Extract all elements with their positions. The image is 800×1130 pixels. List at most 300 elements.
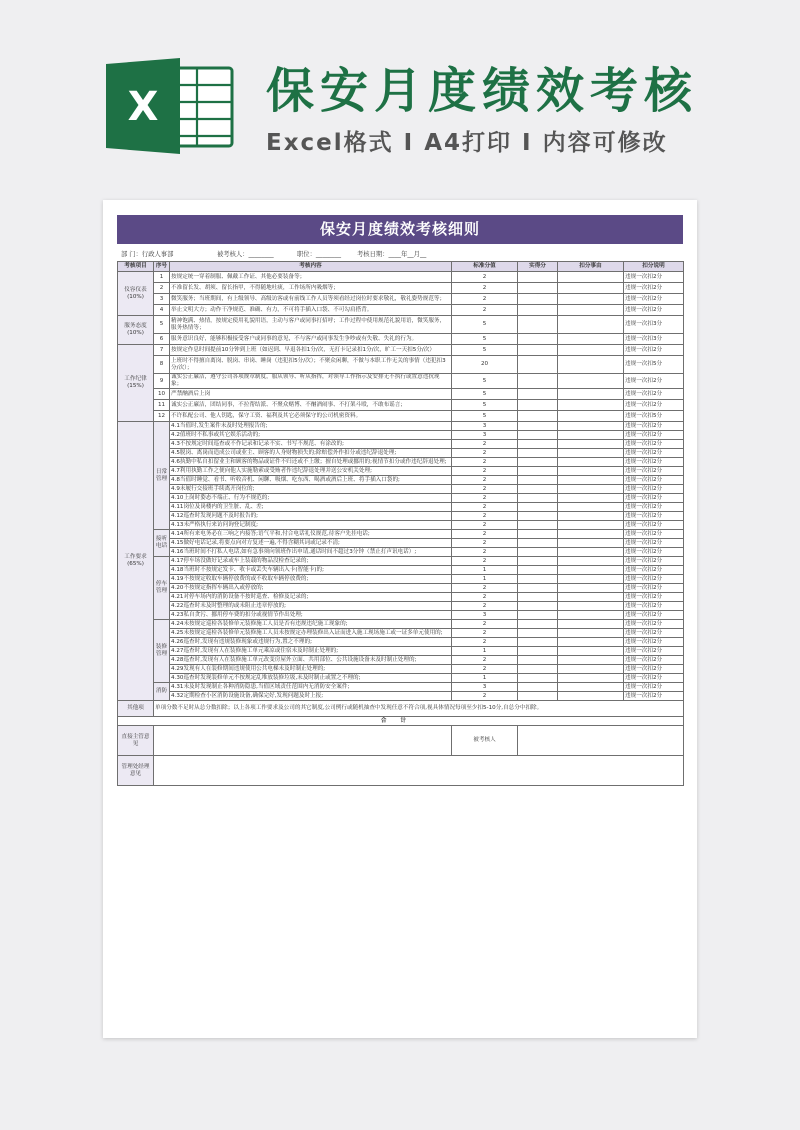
row-standard-score: 5 <box>452 400 518 411</box>
row-deduct-note: 违规一次扣2分 <box>624 584 684 593</box>
meta-row <box>117 247 683 259</box>
row-deduct-note: 违规一次扣2分 <box>624 503 684 512</box>
table-row <box>118 557 684 566</box>
row-standard-score: 2 <box>452 656 518 665</box>
table-row <box>118 411 684 422</box>
table-row <box>118 566 684 575</box>
other-content: 单项分数不足时从总分数扣除；以上各项工作要求及公司的其它制度,公司例行或随机抽查中发现任意不符合项,视具体情况每项至少扣5-10分,自总分中扣除。 <box>154 701 684 717</box>
subgroup-cell: 接听 电话 <box>154 530 170 557</box>
direct-supervisor-opinion[interactable] <box>154 726 452 756</box>
col-header: 考核项目 <box>118 262 154 272</box>
row-actual-score[interactable] <box>518 422 558 431</box>
hero-title: 保安月度绩效考核 <box>266 63 699 119</box>
row-deduct-note: 违规一次扣3分 <box>624 334 684 345</box>
row-deduct-note: 违规一次扣2分 <box>624 692 684 701</box>
row-number: 12 <box>154 411 170 422</box>
direct-supervisor-label: 直接主管意见 <box>118 726 154 756</box>
row-standard-score: 2 <box>452 440 518 449</box>
row-standard-score: 2 <box>452 539 518 548</box>
row-content: 4.5脱岗、离岗而造成公司或业主、顾客的人身财物损失的;除赔偿外作扣分或违纪辞退处理; <box>170 449 452 458</box>
row-deduct-note: 违规一次扣2分 <box>624 638 684 647</box>
row-actual-score[interactable] <box>518 345 558 356</box>
row-deduct-reason[interactable] <box>558 334 624 345</box>
row-standard-score: 2 <box>452 530 518 539</box>
col-header: 考核内容 <box>170 262 452 272</box>
row-standard-score: 2 <box>452 512 518 521</box>
row-content: 4.9未履行交接班手续离开岗位的; <box>170 485 452 494</box>
row-actual-score[interactable] <box>518 629 558 638</box>
row-actual-score[interactable] <box>518 593 558 602</box>
row-content: 4.11岗位及岗楼内的卫生脏、乱、差; <box>170 503 452 512</box>
col-header: 扣分事由 <box>558 262 624 272</box>
row-actual-score[interactable] <box>518 665 558 674</box>
row-deduct-reason[interactable] <box>558 294 624 305</box>
row-deduct-reason[interactable] <box>558 530 624 539</box>
other-row <box>118 701 684 717</box>
row-content: 诚实公正廉洁，团结同事，不拉帮结派、不聚众赌博、不酗酒闹事、不打架斗殴，不敢布谣言； <box>170 400 452 411</box>
table-row <box>118 294 684 305</box>
row-deduct-reason[interactable] <box>558 575 624 584</box>
other-label: 其他项 <box>118 701 154 717</box>
col-header: 标准分值 <box>452 262 518 272</box>
row-content: 4.21对停车场内的消防设备不按时巡查、检修及记录的; <box>170 593 452 602</box>
row-deduct-note: 违规一次扣2分 <box>624 539 684 548</box>
row-actual-score[interactable] <box>518 575 558 584</box>
row-deduct-note: 违规一次扣2分 <box>624 674 684 683</box>
row-standard-score: 5 <box>452 374 518 389</box>
row-actual-score[interactable] <box>518 674 558 683</box>
row-deduct-reason[interactable] <box>558 521 624 530</box>
row-deduct-note: 违规一次扣2分 <box>624 485 684 494</box>
table-row <box>118 400 684 411</box>
table-row <box>118 512 684 521</box>
row-deduct-note: 违规一次扣2分 <box>624 575 684 584</box>
table-row <box>118 476 684 485</box>
row-deduct-note: 违规一次扣2分 <box>624 389 684 400</box>
row-actual-score[interactable] <box>518 467 558 476</box>
row-deduct-note: 违规一次扣5分 <box>624 411 684 422</box>
row-content: 4.22巡查时未及时整理的或未阻止违章停放的; <box>170 602 452 611</box>
row-actual-score[interactable] <box>518 683 558 692</box>
row-actual-score[interactable] <box>518 305 558 316</box>
table-row <box>118 431 684 440</box>
row-standard-score: 5 <box>452 389 518 400</box>
row-actual-score[interactable] <box>518 334 558 345</box>
row-standard-score: 2 <box>452 593 518 602</box>
row-deduct-reason[interactable] <box>558 476 624 485</box>
row-actual-score[interactable] <box>518 521 558 530</box>
table-row <box>118 584 684 593</box>
excel-icon-letter: X <box>127 84 159 130</box>
row-deduct-note: 违规一次扣2分 <box>624 620 684 629</box>
row-actual-score[interactable] <box>518 638 558 647</box>
row-deduct-note: 违规一次扣2分 <box>624 345 684 356</box>
table-row <box>118 692 684 701</box>
row-deduct-note: 违规一次扣2分 <box>624 400 684 411</box>
row-actual-score[interactable] <box>518 485 558 494</box>
row-deduct-note: 违规一次扣5分 <box>624 356 684 374</box>
admin-manager-row <box>118 756 684 786</box>
hero-banner <box>0 0 800 190</box>
table-row <box>118 593 684 602</box>
row-content: 上班时不得擅自离岗、脱岗、串岗、睡岗（违犯扣5分/次）；不聚众闲聊，不做与本职工作无关的事情（违犯扣3分/次）； <box>170 356 452 374</box>
row-deduct-reason[interactable] <box>558 683 624 692</box>
row-standard-score: 2 <box>452 521 518 530</box>
row-deduct-reason[interactable] <box>558 503 624 512</box>
table-row <box>118 467 684 476</box>
row-deduct-reason[interactable] <box>558 674 624 683</box>
row-deduct-note: 违规一次扣2分 <box>624 611 684 620</box>
table-row <box>118 334 684 345</box>
total-row <box>118 717 684 726</box>
reviewee-label: 被考核人 <box>452 726 518 756</box>
table-row <box>118 272 684 283</box>
row-content: 4.6执勤中私自扣留业主和顾客的物品或证件不归还或不上缴；擅自处理或挪用的;视情节扣分或作违纪辞退处理; <box>170 458 452 467</box>
table-row <box>118 283 684 294</box>
row-deduct-reason[interactable] <box>558 431 624 440</box>
category-cell: 服务态度 (10%) <box>118 316 154 345</box>
row-actual-score[interactable] <box>518 476 558 485</box>
row-standard-score: 2 <box>452 548 518 557</box>
row-content: 4.19不按规定收取车辆停放费的或不收取车辆停放费的; <box>170 575 452 584</box>
row-content: 精神饱满、热情，按规定使用礼貌用语，主动与客户或同事打招呼；工作过程中使用规范礼貌用语，微笑服务，服务热情等； <box>170 316 452 334</box>
row-content: 4.27巡查时,发现有人在装修施工单元乘凉或住宿未及时制止处理的; <box>170 647 452 656</box>
row-standard-score: 1 <box>452 566 518 575</box>
row-actual-score[interactable] <box>518 272 558 283</box>
row-standard-score: 2 <box>452 449 518 458</box>
row-standard-score: 5 <box>452 411 518 422</box>
row-actual-score[interactable] <box>518 557 558 566</box>
row-deduct-reason[interactable] <box>558 440 624 449</box>
admin-manager-label: 管理处经理意见 <box>118 756 154 786</box>
row-actual-score[interactable] <box>518 584 558 593</box>
row-actual-score[interactable] <box>518 411 558 422</box>
reviewee-signature[interactable] <box>518 726 684 756</box>
table-row <box>118 647 684 656</box>
table-row <box>118 674 684 683</box>
table-row <box>118 656 684 665</box>
row-deduct-note: 违规一次扣2分 <box>624 272 684 283</box>
row-deduct-note: 违规一次扣2分 <box>624 458 684 467</box>
row-content: 4.8当值时睡觉、看书、听收音机、闲聊、吸烟、吃东西、喝酒或酒后上班、将手插入口袋的; <box>170 476 452 485</box>
table-row <box>118 440 684 449</box>
row-content: 4.17停车场没做好记录或车上装载的物品没检查记录的; <box>170 557 452 566</box>
header-row <box>118 262 684 272</box>
table-row <box>118 611 684 620</box>
col-header: 实得分 <box>518 262 558 272</box>
row-deduct-note: 违规一次扣2分 <box>624 374 684 389</box>
table-row <box>118 521 684 530</box>
hero-subtitle: Excel格式 I A4打印 I 内容可修改 <box>266 130 668 156</box>
row-standard-score: 2 <box>452 305 518 316</box>
col-header: 序号 <box>154 262 170 272</box>
row-content: 服务意识良好，能够积极接受客户或同事的意见，不与客户或同事发生争吵或有失敬、失礼的行为。 <box>170 334 452 345</box>
row-deduct-reason[interactable] <box>558 638 624 647</box>
row-content: 按规定统一穿着制服、佩戴工作证、其他必要装备等； <box>170 272 452 283</box>
row-content: 4.3不按规定时间巡查或不作记录和记录不实、书写不规范、有涂改的; <box>170 440 452 449</box>
table-body <box>118 272 684 701</box>
row-standard-score: 2 <box>452 294 518 305</box>
row-standard-score: 2 <box>452 458 518 467</box>
table-row <box>118 422 684 431</box>
row-content: 举止文明大方；动作干净规范、准确、有力，不可将手插入口袋、不可勾肩搭背。 <box>170 305 452 316</box>
meta-examinee: 被考核人：________ <box>217 251 274 258</box>
row-deduct-reason[interactable] <box>558 584 624 593</box>
row-deduct-note: 违规一次扣2分 <box>624 467 684 476</box>
row-deduct-note: 违规一次扣2分 <box>624 283 684 294</box>
row-deduct-note: 违规一次扣2分 <box>624 512 684 521</box>
row-actual-score[interactable] <box>518 539 558 548</box>
row-standard-score: 2 <box>452 629 518 638</box>
row-actual-score[interactable] <box>518 440 558 449</box>
row-deduct-reason[interactable] <box>558 539 624 548</box>
row-standard-score: 3 <box>452 422 518 431</box>
row-deduct-reason[interactable] <box>558 485 624 494</box>
row-actual-score[interactable] <box>518 356 558 374</box>
row-standard-score: 2 <box>452 584 518 593</box>
row-content: 严禁酗酒后上岗 <box>170 389 452 400</box>
row-content: 微笑服务；当班期间，有上级领导、高级访客或有前线工作人员等须看经过岗位时要求敬礼，敬礼姿势规范等； <box>170 294 452 305</box>
row-actual-score[interactable] <box>518 647 558 656</box>
row-content: 4.25未按规定巡检各装修单元装修施工人员未按规定办理装修出入证而进入施工现场施工或一证多单元使用的; <box>170 629 452 638</box>
row-content: 按规定作息时间提前10分钟到上班（如迟到、早退各扣1分/次，无打卡记录扣1分/次，旷工一天扣5分/次） <box>170 345 452 356</box>
row-content: 4.26巡查时,发现有违规装修现象或违规行为,置之不理的; <box>170 638 452 647</box>
row-deduct-reason[interactable] <box>558 449 624 458</box>
meta-date: 考核日期：____年__月__ <box>357 251 427 258</box>
table-head <box>118 262 684 272</box>
row-standard-score: 2 <box>452 272 518 283</box>
table-row <box>118 458 684 467</box>
row-number: 7 <box>154 345 170 356</box>
row-deduct-note: 违规一次扣2分 <box>624 521 684 530</box>
row-actual-score[interactable] <box>518 692 558 701</box>
row-deduct-reason[interactable] <box>558 316 624 334</box>
row-actual-score[interactable] <box>518 458 558 467</box>
row-deduct-reason[interactable] <box>558 345 624 356</box>
table-footer <box>118 701 684 786</box>
row-deduct-note: 违规一次扣2分 <box>624 440 684 449</box>
row-standard-score: 5 <box>452 345 518 356</box>
row-deduct-reason[interactable] <box>558 374 624 389</box>
row-number: 9 <box>154 374 170 389</box>
row-deduct-reason[interactable] <box>558 305 624 316</box>
row-content: 4.2值班时不私事或其它娱乐活动的; <box>170 431 452 440</box>
table-row <box>118 356 684 374</box>
row-deduct-reason[interactable] <box>558 602 624 611</box>
row-deduct-note: 违规一次扣2分 <box>624 305 684 316</box>
subgroup-cell: 停车 管理 <box>154 557 170 620</box>
row-standard-score: 2 <box>452 467 518 476</box>
row-number: 8 <box>154 356 170 374</box>
row-number: 4 <box>154 305 170 316</box>
table-row <box>118 389 684 400</box>
row-number: 2 <box>154 283 170 294</box>
row-standard-score: 2 <box>452 602 518 611</box>
total-label: 合计 <box>118 717 684 726</box>
row-actual-score[interactable] <box>518 602 558 611</box>
row-deduct-reason[interactable] <box>558 458 624 467</box>
table-row <box>118 503 684 512</box>
row-content: 4.32定期检查小区消防设施设备,确保完好,发现问题及时上报; <box>170 692 452 701</box>
row-actual-score[interactable] <box>518 294 558 305</box>
row-deduct-reason[interactable] <box>558 411 624 422</box>
row-number: 11 <box>154 400 170 411</box>
row-standard-score: 3 <box>452 611 518 620</box>
table-row <box>118 494 684 503</box>
row-deduct-note: 违规一次扣2分 <box>624 557 684 566</box>
row-content: 4.12巡查时发现问题不及时报告的; <box>170 512 452 521</box>
row-deduct-note: 违规一次扣2分 <box>624 683 684 692</box>
row-deduct-reason[interactable] <box>558 611 624 620</box>
category-cell: 工作纪律 (15%) <box>118 345 154 422</box>
category-cell: 工作要求 (65%) <box>118 422 154 701</box>
row-deduct-note: 违规一次扣2分 <box>624 593 684 602</box>
row-content: 4.18当班时不按规定发卡、收卡或丢失车辆出入卡(智能卡)的; <box>170 566 452 575</box>
subgroup-cell: 消防 <box>154 683 170 701</box>
table-row <box>118 665 684 674</box>
row-standard-score: 2 <box>452 283 518 294</box>
row-deduct-reason[interactable] <box>558 647 624 656</box>
row-actual-score[interactable] <box>518 548 558 557</box>
row-deduct-note: 违规一次扣2分 <box>624 449 684 458</box>
row-standard-score: 1 <box>452 674 518 683</box>
row-deduct-reason[interactable] <box>558 400 624 411</box>
row-deduct-reason[interactable] <box>558 389 624 400</box>
row-number: 3 <box>154 294 170 305</box>
row-number: 1 <box>154 272 170 283</box>
row-deduct-reason[interactable] <box>558 629 624 638</box>
document-sheet <box>103 200 697 1038</box>
row-deduct-note: 违规一次扣2分 <box>624 602 684 611</box>
table-row <box>118 449 684 458</box>
row-deduct-note: 违规一次扣2分 <box>624 431 684 440</box>
table-row <box>118 629 684 638</box>
row-actual-score[interactable] <box>518 512 558 521</box>
row-actual-score[interactable] <box>518 494 558 503</box>
table-row <box>118 548 684 557</box>
row-deduct-reason[interactable] <box>558 656 624 665</box>
row-deduct-reason[interactable] <box>558 557 624 566</box>
row-standard-score: 2 <box>452 503 518 512</box>
row-deduct-note: 违规一次扣2分 <box>624 422 684 431</box>
row-actual-score[interactable] <box>518 374 558 389</box>
table-row <box>118 345 684 356</box>
row-standard-score: 1 <box>452 647 518 656</box>
row-standard-score: 5 <box>452 316 518 334</box>
row-deduct-reason[interactable] <box>558 467 624 476</box>
row-standard-score: 3 <box>452 431 518 440</box>
table-row <box>118 575 684 584</box>
row-standard-score: 2 <box>452 638 518 647</box>
row-deduct-reason[interactable] <box>558 566 624 575</box>
table-row <box>118 539 684 548</box>
table-row <box>118 620 684 629</box>
row-standard-score: 2 <box>452 665 518 674</box>
row-deduct-reason[interactable] <box>558 593 624 602</box>
row-deduct-reason[interactable] <box>558 272 624 283</box>
row-content: 4.30巡查时发现装修单元不按规定乱堆放装修垃圾,未及时制止或置之不理的; <box>170 674 452 683</box>
row-actual-score[interactable] <box>518 620 558 629</box>
row-actual-score[interactable] <box>518 389 558 400</box>
row-deduct-reason[interactable] <box>558 620 624 629</box>
row-content: 4.14所有来电务必在三响之内接答;语气平和,付合电话礼仪规范,待客户先挂电话; <box>170 530 452 539</box>
subgroup-cell: 日常 管理 <box>154 422 170 530</box>
row-standard-score: 2 <box>452 485 518 494</box>
row-standard-score: 2 <box>452 620 518 629</box>
row-deduct-reason[interactable] <box>558 356 624 374</box>
row-deduct-reason[interactable] <box>558 494 624 503</box>
row-deduct-reason[interactable] <box>558 512 624 521</box>
row-deduct-note: 违规一次扣3分 <box>624 316 684 334</box>
table-row <box>118 485 684 494</box>
row-deduct-note: 违规一次扣2分 <box>624 656 684 665</box>
row-actual-score[interactable] <box>518 431 558 440</box>
row-deduct-reason[interactable] <box>558 422 624 431</box>
row-content: 4.29发现有人在装修期间违规使用公共电梯未及时制止处理的; <box>170 665 452 674</box>
row-deduct-note: 违规一次扣2分 <box>624 548 684 557</box>
row-content: 4.16当班时间不打私人电话,如有急事须向领班作出申请,通话时间不超过3分钟（禁止打声讯电话）; <box>170 548 452 557</box>
row-deduct-note: 违规一次扣2分 <box>624 494 684 503</box>
table-row <box>118 316 684 334</box>
doc-title: 保安月度绩效考核细则 <box>117 215 683 244</box>
row-number: 6 <box>154 334 170 345</box>
row-content: 4.15做好电话记录,将要点向对方复述一遍,不得含糊其词或记录不清; <box>170 539 452 548</box>
row-actual-score[interactable] <box>518 316 558 334</box>
row-deduct-reason[interactable] <box>558 283 624 294</box>
row-content: 4.10上岗时姿态不端正、行为不规范的; <box>170 494 452 503</box>
row-deduct-note: 违规一次扣2分 <box>624 566 684 575</box>
row-content: 4.28巡查时,发现有人在装修施工单元改变房屋外立面、共用部位、公共设施设备未及时制止处理的; <box>170 656 452 665</box>
row-actual-score[interactable] <box>518 283 558 294</box>
subgroup-cell: 装修 管理 <box>154 620 170 683</box>
row-deduct-note: 违规一次扣2分 <box>624 476 684 485</box>
table-row <box>118 305 684 316</box>
row-actual-score[interactable] <box>518 400 558 411</box>
row-actual-score[interactable] <box>518 530 558 539</box>
row-content: 4.13未严格执行来访问询登记制度; <box>170 521 452 530</box>
row-content: 4.23私自贪污、挪用停车费的扣分或视情节作出处理; <box>170 611 452 620</box>
category-cell: 仪容仪表 (10%) <box>118 272 154 316</box>
row-standard-score: 2 <box>452 476 518 485</box>
row-deduct-reason[interactable] <box>558 692 624 701</box>
row-content: 4.24未按规定巡检各装修单元装修施工人员是否有违规违纪施工现象的; <box>170 620 452 629</box>
row-deduct-reason[interactable] <box>558 665 624 674</box>
row-standard-score: 2 <box>452 557 518 566</box>
row-actual-score[interactable] <box>518 503 558 512</box>
row-actual-score[interactable] <box>518 656 558 665</box>
row-standard-score: 2 <box>452 692 518 701</box>
row-content: 诚实公正廉洁，遵守公司各项规章制度，服从领导、听从指挥，对领导工作指示及安排无不执行或置意违抗现象； <box>170 374 452 389</box>
excel-icon <box>100 58 250 154</box>
row-actual-score[interactable] <box>518 611 558 620</box>
row-content: 4.1当值时,发生案件未及时处理报告的; <box>170 422 452 431</box>
meta-position: 职位：________ <box>297 251 342 258</box>
row-standard-score: 5 <box>452 334 518 345</box>
row-deduct-note: 违规一次扣2分 <box>624 294 684 305</box>
row-number: 5 <box>154 316 170 334</box>
admin-manager-opinion[interactable] <box>154 756 684 786</box>
row-actual-score[interactable] <box>518 449 558 458</box>
table-row <box>118 530 684 539</box>
direct-supervisor-row <box>118 726 684 756</box>
row-actual-score[interactable] <box>518 566 558 575</box>
table-row <box>118 602 684 611</box>
col-header: 扣分说明 <box>624 262 684 272</box>
row-standard-score: 20 <box>452 356 518 374</box>
row-content: 4.31未及时发现制止各种消防隐患,当值区域责任范围内无消防安全案件; <box>170 683 452 692</box>
row-deduct-reason[interactable] <box>558 548 624 557</box>
row-standard-score: 2 <box>452 494 518 503</box>
